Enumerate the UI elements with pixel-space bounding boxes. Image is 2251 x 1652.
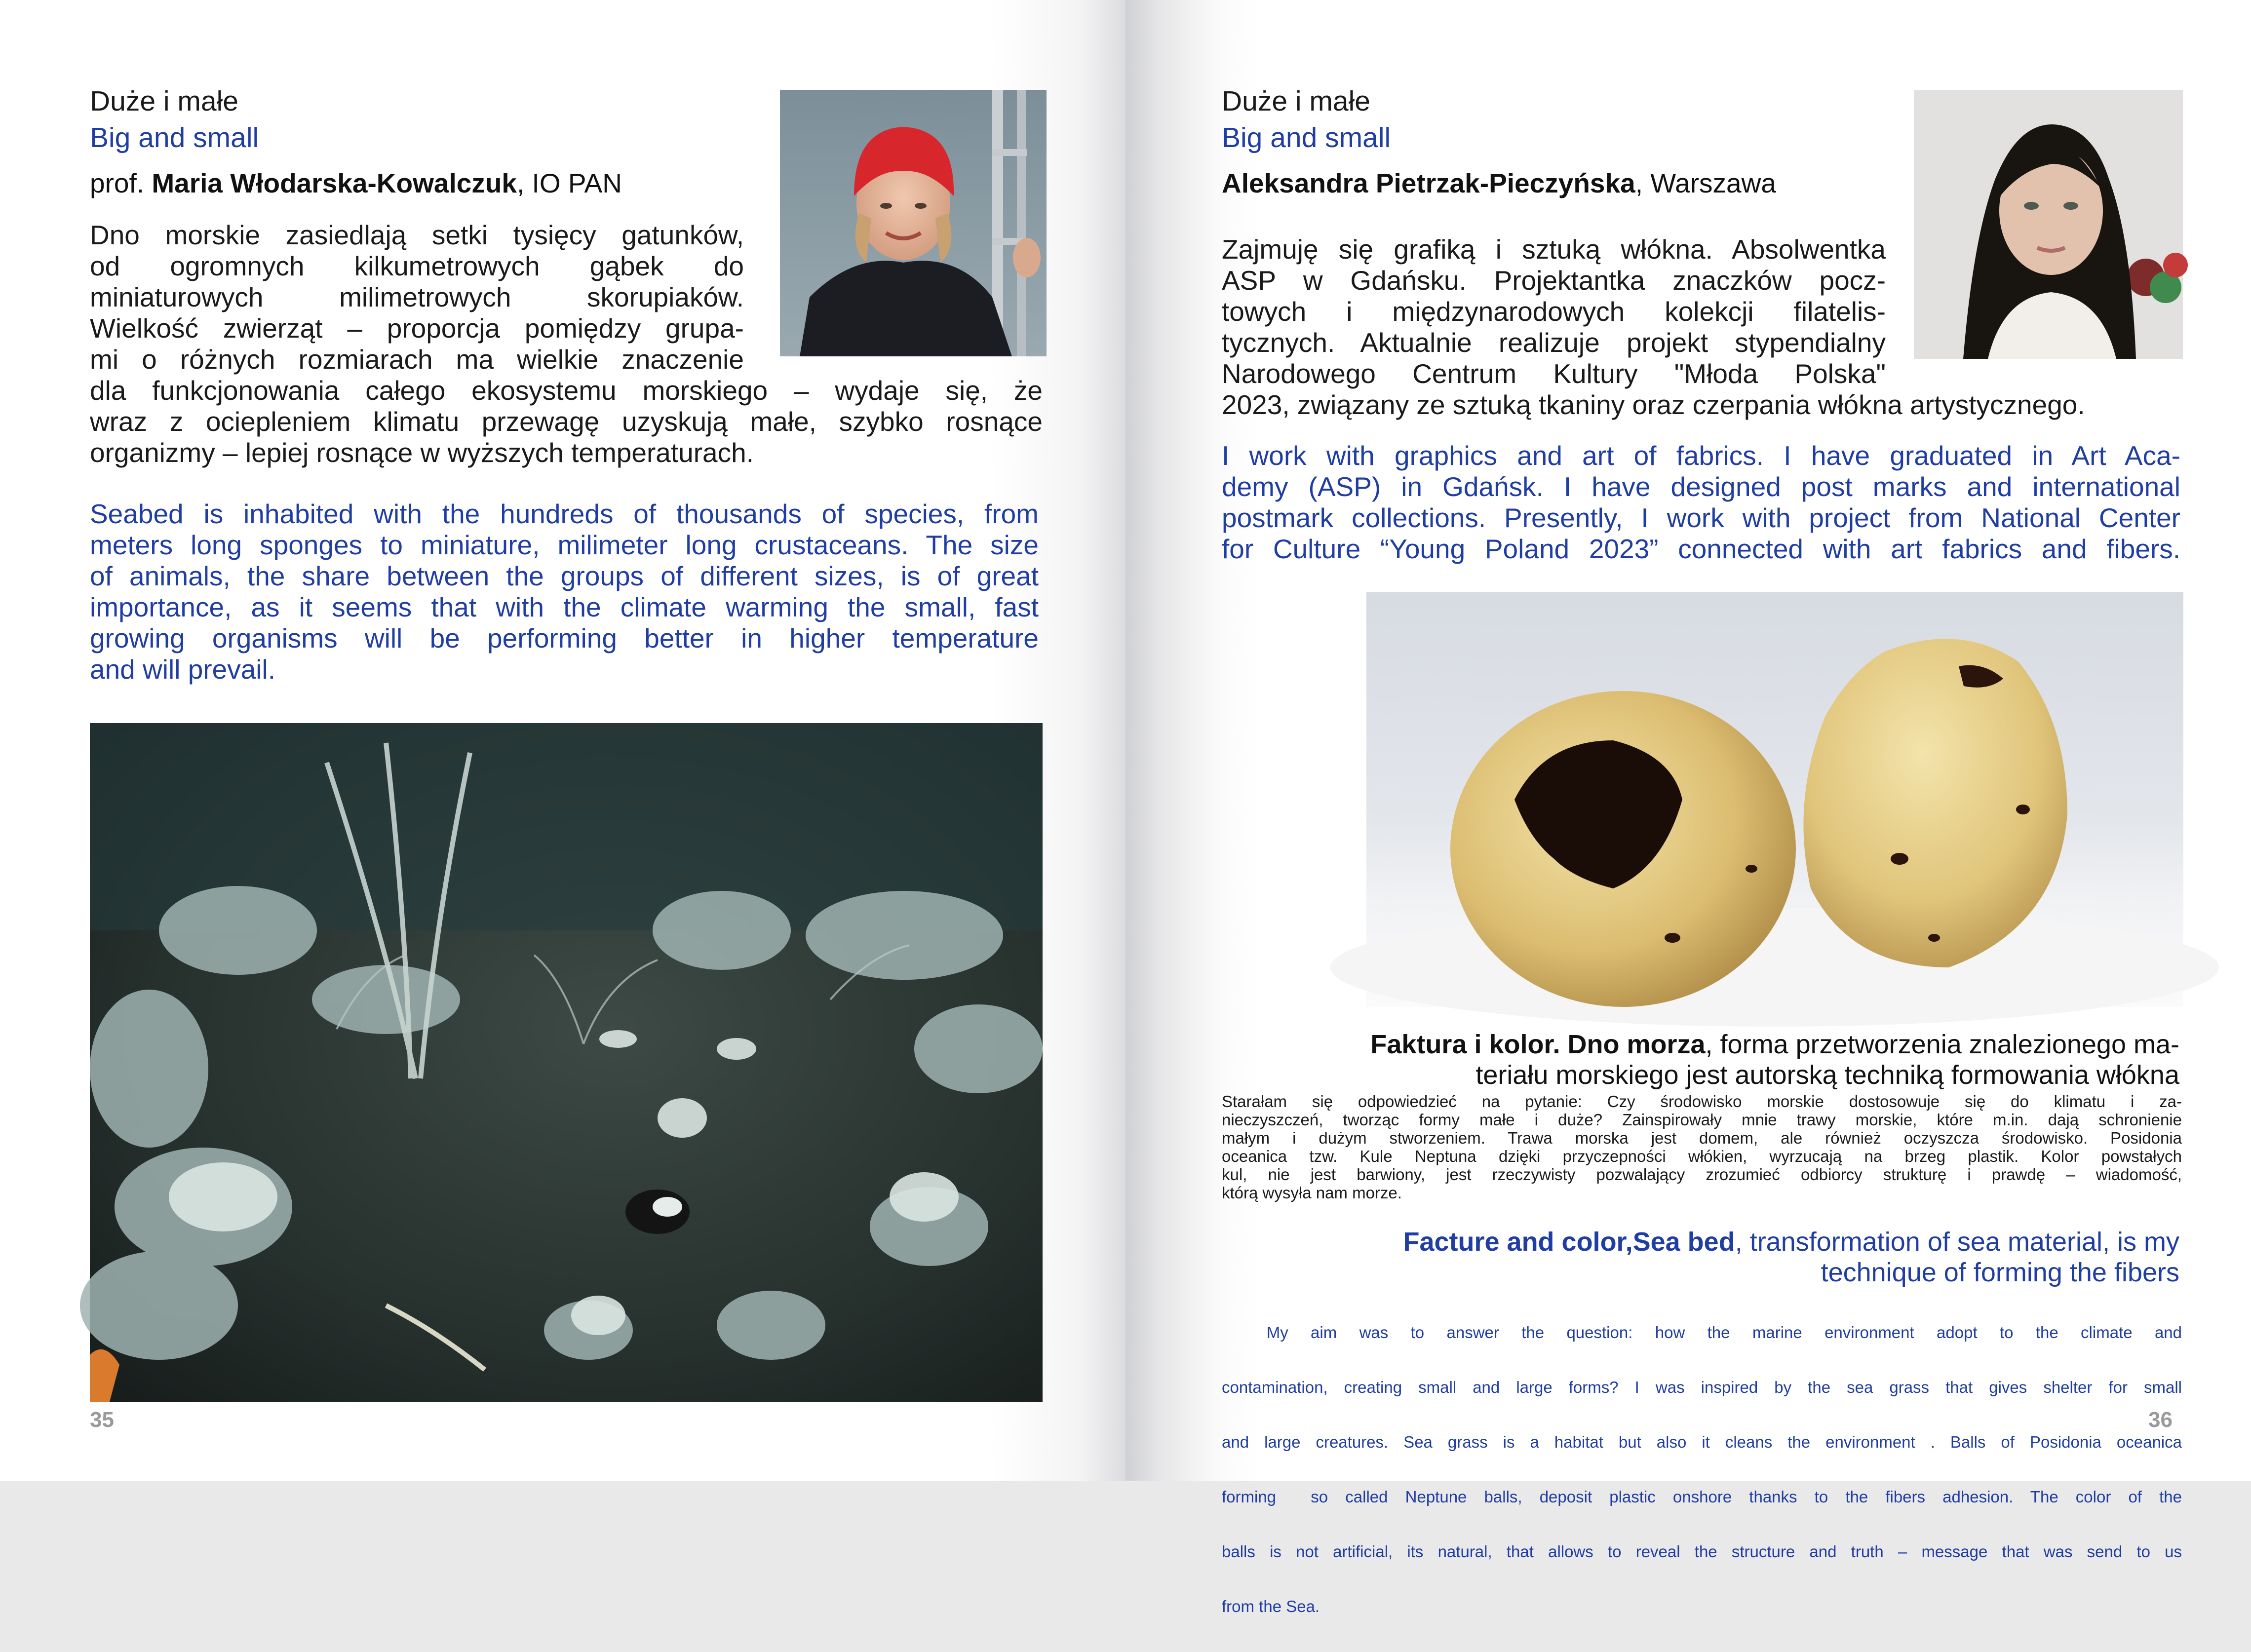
small-en-line: balls is not artificial, its natural, that allows to reveal the structure and truth – message that was send to us bbox=[1222, 1542, 2182, 1561]
right-body-pl-line: Zajmuję się grafiką i sztuką włókna. Absolwentka bbox=[1222, 234, 1886, 265]
right-body-pl-line: 2023, związany ze sztuką tkaniny oraz czerpania włókna artystycznego. bbox=[1222, 389, 2085, 420]
caption-pl-line-1 bbox=[1222, 1029, 2179, 1060]
small-en-line: My aim was to answer the question: how the marine environment adopt to the climate and bbox=[1222, 1323, 2182, 1342]
neptune-balls-photo bbox=[1366, 592, 2183, 1007]
caption-en-bold: Facture and color,Sea bed bbox=[1403, 1227, 1735, 1257]
left-body-pl-line: organizmy – lepiej rosnące w wyższych temperaturach. bbox=[90, 437, 754, 468]
small-pl-line: Starałam się odpowiedzieć na pytanie: Czy środowisko morskie dostosowuje się do klimatu i za- bbox=[1222, 1092, 2182, 1111]
right-author-name: Aleksandra Pietrzak-Pieczyńska bbox=[1222, 168, 1635, 198]
right-author bbox=[1222, 166, 1776, 200]
left-body-pl-line: od ogromnych kilkumetrowych gąbek do bbox=[90, 251, 744, 281]
left-body-en-line: and will prevail. bbox=[90, 654, 276, 685]
left-body-en-line: of animals, the share between the groups of different sizes, is of great bbox=[90, 561, 1039, 591]
caption-en-rest: , transformation of sea material, is my bbox=[1735, 1227, 2179, 1257]
small-text-en bbox=[1222, 1287, 2182, 1652]
right-body-pl-wide bbox=[1222, 389, 2189, 421]
left-author-name: Maria Włodarska-Kowalczuk bbox=[152, 168, 517, 198]
left-body-en-line: meters long sponges to miniature, milimeter long crustaceans. The size bbox=[90, 530, 1039, 560]
seabed-photo bbox=[90, 723, 1043, 1402]
portrait-photo-aleksandra bbox=[1914, 90, 2183, 359]
caption-en-heading bbox=[1222, 1227, 2179, 1288]
right-body-en-line: for Culture “Young Poland 2023” connected with art fabrics and fibers. bbox=[1222, 534, 2180, 564]
right-body-pl-line: tycznych. Aktualnie realizuje projekt stypendialny bbox=[1222, 327, 1886, 358]
small-text-pl bbox=[1222, 1092, 2182, 1202]
right-body-pl-narrow bbox=[1222, 234, 1886, 389]
caption-pl-heading bbox=[1222, 1029, 2179, 1090]
right-title-pl: Duże i małe bbox=[1222, 85, 1370, 117]
left-body-pl-wide bbox=[90, 375, 1043, 468]
small-pl-line: którą wysyła nam morze. bbox=[1222, 1184, 1402, 1202]
right-title-en: Big and small bbox=[1222, 122, 1391, 154]
small-pl-line: małym i dużym stworzeniem. Trawa morska jest domem, ale również oczyszcza środowisko. Posidonia bbox=[1222, 1129, 2182, 1147]
small-en-line: from the Sea. bbox=[1222, 1597, 1320, 1615]
left-body-en-line: growing organisms will be performing better in higher temperature bbox=[90, 623, 1039, 653]
left-body-en-line: importance, as it seems that with the climate warming the small, fast bbox=[90, 592, 1039, 622]
left-body-pl-line: mi o różnych rozmiarach ma wielkie znaczenie bbox=[90, 344, 744, 375]
small-pl-line: nieczyszczeń, tworząc formy małe i duże? Zainspirowały mnie trawy morskie, które m.in. dają schronienie bbox=[1222, 1111, 2182, 1129]
right-author-affiliation: , Warszawa bbox=[1635, 168, 1776, 198]
left-body-pl-line: wraz z ociepleniem klimatu przewagę uzyskują małe, szybko rosnące bbox=[90, 406, 1043, 437]
left-body-pl-line: Dno morskie zasiedlają setki tysięcy gatunków, bbox=[90, 220, 744, 250]
right-body-pl-line: towych i międzynarodowych kolekcji filatelis- bbox=[1222, 296, 1886, 327]
right-body-pl-line: ASP w Gdańsku. Projektantka znaczków pocz- bbox=[1222, 265, 1886, 296]
right-body-en-line: postmark collections. Presently, I work with project from National Center bbox=[1222, 502, 2180, 533]
right-body-pl-line: Narodowego Centrum Kultury "Młoda Polska" bbox=[1222, 358, 1886, 389]
small-en-line: and large creatures. Sea grass is a habitat but also it cleans the environment . Balls of Posidonia oceanica bbox=[1222, 1433, 2182, 1451]
left-author-prefix: prof. bbox=[90, 168, 152, 198]
left-title-pl: Duże i małe bbox=[90, 85, 238, 117]
right-body-en bbox=[1222, 440, 2180, 565]
left-author-affiliation: , IO PAN bbox=[517, 168, 622, 198]
left-body-pl-line: miniaturowych milimetrowych skorupiaków. bbox=[90, 282, 744, 312]
small-pl-line: kul, nie jest barwiony, jest rzeczywisty pozwalający zrozumieć odbiorcy strukturę i prawdę – wiadomość, bbox=[1222, 1165, 2182, 1184]
right-body-en-line: demy (ASP) in Gdańsk. I have designed post marks and international bbox=[1222, 471, 2180, 502]
caption-en-line-2: technique of forming the fibers bbox=[1821, 1258, 2179, 1287]
small-pl-line: oceanica tzw. Kule Neptuna dzięki przyczepności włókien, wyrzucają na brzeg plastik. Kolor powstałych bbox=[1222, 1147, 2182, 1165]
right-body-en-line: I work with graphics and art of fabrics. I have graduated in Art Aca- bbox=[1222, 440, 2180, 471]
right-page bbox=[1126, 0, 2251, 1615]
page-number-35: 35 bbox=[90, 1408, 114, 1432]
portrait-photo-maria bbox=[780, 90, 1047, 356]
page-number-36: 36 bbox=[2148, 1408, 2173, 1432]
left-body-pl-line: Wielkość zwierząt – proporcja pomiędzy grupa- bbox=[90, 313, 744, 344]
left-body-pl-line: dla funkcjonowania całego ekosystemu morskiego – wydaje się, że bbox=[90, 375, 1043, 406]
left-author bbox=[90, 166, 622, 200]
left-body-en-line: Seabed is inhabited with the hundreds of thousands of species, from bbox=[90, 499, 1039, 529]
caption-pl-bold: Faktura i kolor. Dno morza bbox=[1370, 1030, 1706, 1059]
left-page bbox=[0, 0, 1126, 1481]
left-body-en bbox=[90, 499, 1039, 685]
left-title-en: Big and small bbox=[90, 122, 259, 154]
caption-pl-line-2: teriału morskiego jest autorską techniką formowania włókna bbox=[1475, 1060, 2179, 1090]
small-en-line: forming so called Neptune balls, deposit plastic onshore thanks to the fibers adhesion. The color of the bbox=[1222, 1488, 2182, 1506]
left-body-pl-narrow bbox=[90, 220, 744, 375]
small-en-line: contamination, creating small and large forms? I was inspired by the sea grass that gives shelter for small bbox=[1222, 1378, 2182, 1396]
caption-en-line-1 bbox=[1222, 1227, 2179, 1257]
caption-pl-rest: , forma przetworzenia znalezionego ma- bbox=[1705, 1030, 2179, 1059]
